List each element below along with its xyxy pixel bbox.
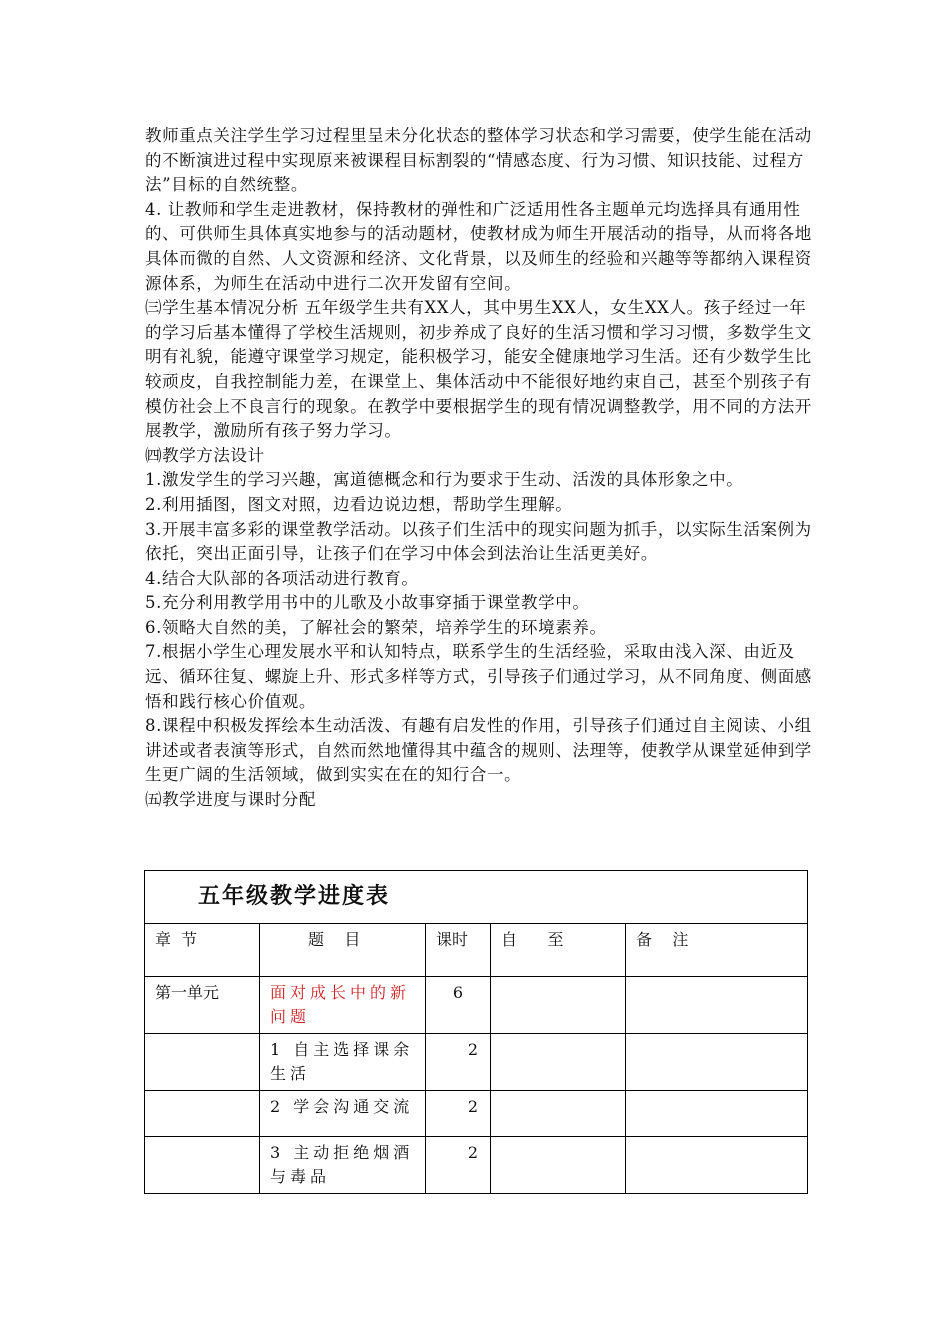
heading-teaching-methods: ㈣教学方法设计 bbox=[145, 445, 265, 465]
row-note bbox=[626, 1137, 808, 1194]
row-topic: 2 学会沟通交流 bbox=[260, 1091, 426, 1137]
header-period: 自 至 bbox=[491, 924, 626, 977]
method-item-5: 5.充分利用教学用书中的儿歌及小故事穿插于课堂教学中。 bbox=[145, 593, 590, 613]
method-item-3: 3.开展丰富多彩的课堂教学活动。以孩子们生活中的现实问题为抓手，以实际生活案例为依托，突出正面引导，让孩子们在学习中体会到法治让生活更美好。 bbox=[145, 519, 812, 564]
header-chapter: 章 节 bbox=[145, 924, 260, 977]
table-row bbox=[145, 1091, 808, 1137]
table-title-row bbox=[145, 871, 808, 924]
header-topic: 题 目 bbox=[260, 924, 426, 977]
table-row bbox=[145, 1137, 808, 1194]
row-chapter bbox=[145, 1137, 260, 1194]
paragraph-textbook-flexibility: 4. 让教师和学生走进教材，保持教材的弹性和广泛适用性各主题单元均选择具有通用性的、可供师生具体真实地参与的活动题材，使教材成为师生开展活动的指导，从而将各地具体而微的自然、人文资源和经济、文化背景，以及师生的经验和兴趣等等都纳入课程资源体系，为师生在活动中进行二次开发留有空间。 bbox=[145, 199, 812, 293]
row-topic: 面对成长中的新问题 bbox=[260, 977, 426, 1034]
paragraph-student-analysis: ㈢学生基本情况分析 五年级学生共有XX人，其中男生XX人，女生XX人。孩子经过一年的学习后基本懂得了学校生活规则，初步养成了良好的生活习惯和学习习惯，多数学生文明有礼貌，能遵守课堂学习规定，能积极学习，能安全健康地学习生活。还有少数学生比较顽皮，自我控制能力差，在课堂上、集体活动中不能很好地约束自己，甚至个别孩子有模仿社会上不良言行的现象。在教学中要根据学生的现有情况调整教学，用不同的方法开展教学，激励所有孩子努力学习。 bbox=[145, 298, 812, 441]
row-chapter bbox=[145, 1091, 260, 1137]
schedule-table bbox=[144, 870, 808, 1194]
row-hours: 2 bbox=[426, 1091, 491, 1137]
heading-schedule: ㈤教学进度与课时分配 bbox=[145, 790, 316, 810]
table-header-row bbox=[145, 924, 808, 977]
paragraph-curriculum-integration: 教师重点关注学生学习过程里呈未分化状态的整体学习状态和学习需要，使学生能在活动的不断演进过程中实现原来被课程目标割裂的“情感态度、行为习惯、知识技能、过程方法”目标的自然统整。 bbox=[145, 126, 812, 195]
row-period bbox=[491, 1137, 626, 1194]
method-item-4: 4.结合大队部的各项活动进行教育。 bbox=[145, 568, 419, 588]
method-item-6: 6.领略大自然的美，了解社会的繁荣，培养学生的环境素养。 bbox=[145, 617, 607, 637]
method-item-8: 8.课程中积极发挥绘本生动活泼、有趣有启发性的作用，引导孩子们通过自主阅读、小组讲述或者表演等形式，自然而然地懂得其中蕴含的规则、法理等，使教学从课堂延伸到学生更广阔的生活领域，做到实实在在的知行合一。 bbox=[145, 716, 812, 785]
row-topic: 1 自主选择课余生活 bbox=[260, 1034, 426, 1091]
row-hours: 2 bbox=[426, 1137, 491, 1194]
header-hours: 课时 bbox=[426, 924, 491, 977]
row-period bbox=[491, 977, 626, 1034]
table-title: 五年级教学进度表 bbox=[198, 883, 391, 909]
table-row bbox=[145, 1034, 808, 1091]
body-text bbox=[145, 124, 815, 813]
row-hours: 6 bbox=[426, 977, 491, 1034]
row-topic: 3 主动拒绝烟酒与毒品 bbox=[260, 1137, 426, 1194]
row-note bbox=[626, 977, 808, 1034]
row-chapter: 第一单元 bbox=[145, 977, 260, 1034]
row-hours: 2 bbox=[426, 1034, 491, 1091]
method-item-2: 2.利用插图，图文对照，边看边说边想，帮助学生理解。 bbox=[145, 494, 573, 514]
method-item-7: 7.根据小学生心理发展水平和认知特点，联系学生的生活经验，采取由浅入深、由近及远、循环往复、螺旋上升、形式多样等方式，引导孩子们通过学习，从不同角度、侧面感悟和践行核心价值观。 bbox=[145, 642, 812, 711]
row-period bbox=[491, 1034, 626, 1091]
header-note: 备 注 bbox=[626, 924, 808, 977]
method-item-1: 1.激发学生的学习兴趣，寓道德概念和行为要求于生动、活泼的具体形象之中。 bbox=[145, 470, 744, 490]
row-note bbox=[626, 1091, 808, 1137]
table-row bbox=[145, 977, 808, 1034]
row-period bbox=[491, 1091, 626, 1137]
row-note bbox=[626, 1034, 808, 1091]
row-chapter bbox=[145, 1034, 260, 1091]
table-title-cell bbox=[145, 871, 808, 924]
